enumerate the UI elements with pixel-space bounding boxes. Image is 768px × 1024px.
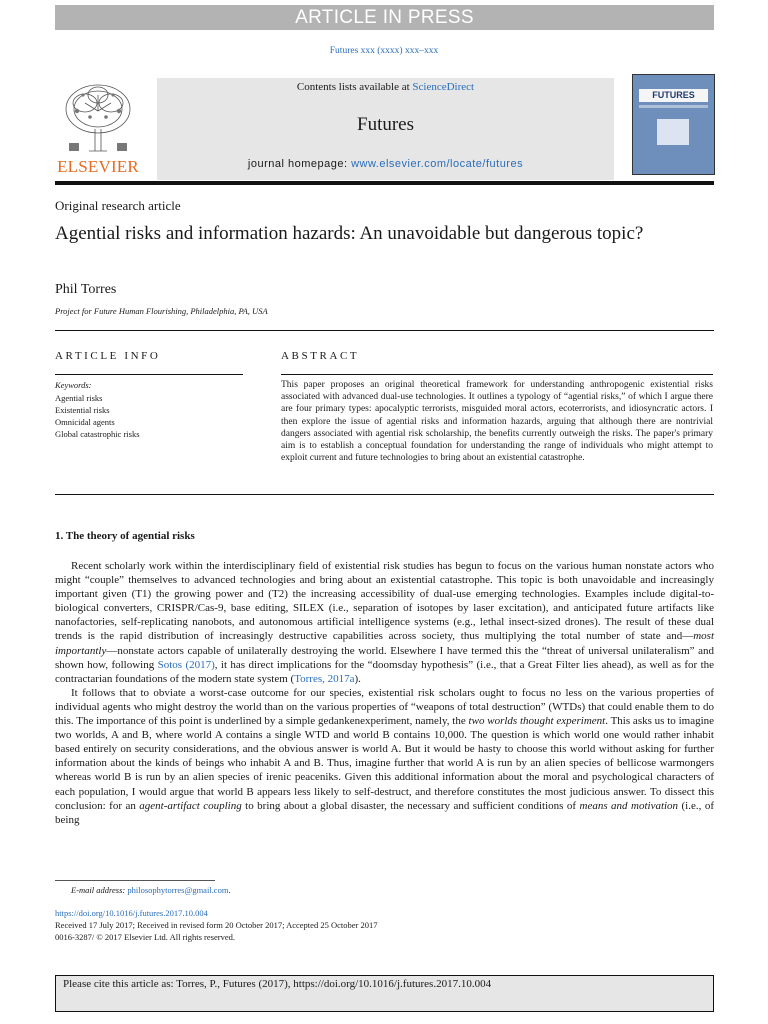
cite-notice-box <box>55 975 714 1012</box>
abstract-heading: ABSTRACT <box>281 350 360 362</box>
text-run: to bring about a global disaster, the necessary and sufficient conditions of <box>241 799 580 812</box>
email-label: E-mail address: <box>71 885 126 895</box>
cover-strip <box>639 105 708 108</box>
journal-citation-link[interactable]: Futures xxx (xxxx) xxx–xxx <box>329 46 439 56</box>
article-in-press-banner: ARTICLE IN PRESS <box>55 5 714 30</box>
text-run: (i.e., of being <box>55 799 714 826</box>
header-divider <box>55 181 714 185</box>
title-divider <box>55 330 714 331</box>
journal-name: Futures <box>357 114 414 135</box>
emphasis-text: most importantly <box>55 630 714 657</box>
section-heading: 1. The theory of agential risks <box>55 530 195 542</box>
reference-link[interactable]: Sotos (2017) <box>157 658 215 671</box>
keyword-item: Existential risks <box>55 405 110 415</box>
contents-available-line <box>157 81 614 93</box>
keyword-item: Omnicidal agents <box>55 417 115 427</box>
journal-homepage-line <box>157 158 614 170</box>
abstract-text: This paper proposes an original theoretical framework for understanding anthropogenic existential risks associated with advanced dual-use technologies. It outlines a typology of “agential risks,” of which I argue there are four primary types: apocalyptic terrorists, misguided moral actors, ecoterrorists, and idiosyncratic actors. I then explore the issue of agential risks and information hazards, arguing that although there are nontrivial dangers associated with agential risk scholarship, the benefits currently outweigh the risks. The paper's primary aim is to establish a conceptual foundation for understanding the range of individuals who might attempt to exploit current and future technologies to bring about an existential catastrophe. <box>281 380 713 464</box>
abstract-rule <box>281 374 713 375</box>
reference-link[interactable]: Torres, 2017a <box>294 672 355 685</box>
cover-title: FUTURES <box>639 89 708 102</box>
text-run: It follows that to obviate a worst-case outcome for our species, existential risk scholars ought to focus no less on the various properties of individual agents who might destroy the world than on the various properties of “weapons of total destruction” (WTDs) that could enable them to do this. The importance of this point is underlined by a simple gedankenexperiment, namely, the <box>55 686 714 728</box>
doi-link[interactable]: https://doi.org/10.1016/j.futures.2017.10.004 <box>55 908 208 918</box>
copyright-line: 0016-3287/ © 2017 Elsevier Ltd. All rights reserved. <box>55 932 235 942</box>
homepage-prefix: journal homepage: <box>247 158 352 170</box>
keyword-item: Agential risks <box>55 393 103 403</box>
author-email-link[interactable]: philosophytorres@gmail.com <box>127 885 229 895</box>
article-info-heading: ARTICLE INFO <box>55 350 161 362</box>
article-info-rule <box>55 374 243 375</box>
emphasis-text: two worlds thought experiment <box>468 715 606 728</box>
elsevier-wordmark: ELSEVIER <box>57 157 139 176</box>
body-paragraph <box>55 686 714 827</box>
footnote-divider <box>55 880 215 881</box>
abstract-divider <box>55 494 714 495</box>
body-text <box>55 559 714 827</box>
cover-panel <box>657 119 689 145</box>
author-email-line <box>71 885 231 895</box>
body-paragraph <box>55 559 714 686</box>
article-type: Original research article <box>55 198 181 213</box>
keyword-item: Global catastrophic risks <box>55 429 140 439</box>
journal-cover-image[interactable] <box>632 74 715 175</box>
cite-notice-text: Please cite this article as: Torres, P., Futures (2017), https://doi.org/10.1016/j.futures.2017.10.004 <box>63 978 492 990</box>
author-name[interactable]: Phil Torres <box>55 282 117 297</box>
text-run: . This asks us to imagine two worlds, A and B, where world A contains a single WTD and world B contains 10,000. The question is which world one would rather inhabit based entirely on security considerations, and the obvious answer is world A. But it would be hasty to choose this world without asking for further information about the kinds of beings who inhabit A and B. Thus, imagine further that world A is run by an alien species of bellicose warmongers whereas world B is run by an alien species of irenic peaceniks. Given this additional information about the moral and psychological characters of each population, I would argue that world B appears less likely to self-destruct, and therefore constitutes the most judicious answer. To dissect this conclusion: for an <box>55 715 715 812</box>
contents-prefix: Contents lists available at <box>296 81 413 93</box>
text-run: —nonstate actors capable of unilaterally destroying the world. Elsewhere I have termed this the “threat of universal unilateralism” and shown how, following <box>55 644 714 671</box>
emphasis-text: means and motivation <box>579 799 679 812</box>
article-dates: Received 17 July 2017; Received in revised form 20 October 2017; Accepted 25 October 2017 <box>55 920 378 930</box>
journal-homepage-link[interactable]: www.elsevier.com/locate/futures <box>351 158 524 170</box>
author-affiliation: Project for Future Human Flourishing, Philadelphia, PA, USA <box>55 306 268 316</box>
article-title: Agential risks and information hazards: An unavoidable but dangerous topic? <box>55 223 644 244</box>
text-run: , it has direct implications for the “doomsday hypothesis” (i.e., that a Great Filter lies ahead), as well as for the contractarian foundations of the modern state system ( <box>55 658 715 685</box>
sciencedirect-link[interactable]: ScienceDirect <box>412 81 475 93</box>
keywords-label: Keywords: <box>55 380 92 390</box>
keywords-list <box>55 392 140 440</box>
email-suffix: . <box>228 885 231 895</box>
text-run: ). <box>354 672 361 685</box>
emphasis-text: agent-artifact coupling <box>139 799 242 812</box>
text-run: Recent scholarly work within the interdisciplinary field of existential risk studies has begun to focus on the various human nonstate actors who might “couple” themselves to advanced technologies and bring about an existential catastrophe. This topic is both unavoidable and increasingly important given (T1) the growing power and (T2) the increasing accessibility of dual-use emerging technologies. Examples include digital-to-biological converters, CRISPR/Cas-9, base editing, SILEX (i.e., separation of isotopes by laser excitation), and anticipated future artifacts like nanofactories, self-replicating nanobots, and autonomous artificial intelligence systems (e.g., lethal insect-sized drones). The result of these dual trends is the rapid distribution of increasingly destructive capabilities across society, thus multiplying the total number of state and— <box>55 560 714 643</box>
journal-header-box <box>157 78 614 180</box>
